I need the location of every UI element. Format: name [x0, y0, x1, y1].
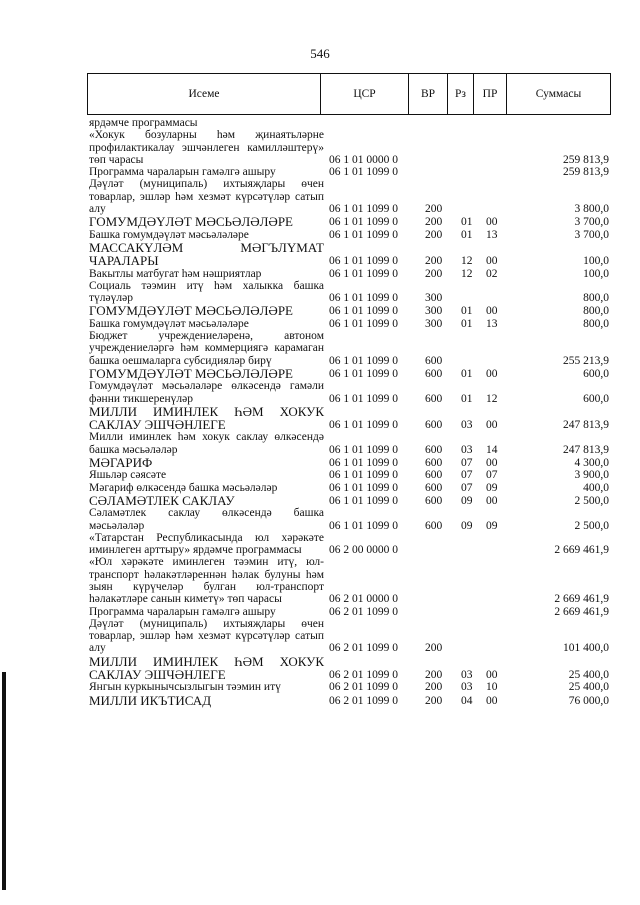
table-row — [89, 280, 609, 305]
row-sum: 4 300,0 — [574, 457, 609, 470]
row-rz: 01 — [461, 305, 473, 318]
row-rz: 03 — [461, 681, 473, 694]
row-pr: 14 — [486, 443, 498, 456]
row-vr: 200 — [425, 694, 443, 707]
row-rz: 03 — [461, 419, 473, 432]
row-csr: 06 1 01 1099 0 — [329, 255, 398, 268]
row-vr: 600 — [425, 443, 443, 456]
row-sum: 3 900,0 — [574, 469, 609, 482]
row-rz: 01 — [461, 216, 473, 229]
row-vr: 300 — [425, 292, 443, 305]
row-name: Сәламәтлек саклау өлкәсендә башка мәсьәләләр — [89, 507, 324, 532]
row-rz: 09 — [461, 519, 473, 532]
row-rz: 07 — [461, 469, 473, 482]
row-vr: 600 — [425, 354, 443, 367]
header-name: Исеме — [88, 74, 321, 114]
table-row — [89, 117, 609, 129]
row-csr: 06 1 01 1099 0 — [329, 481, 398, 494]
table-header — [87, 73, 611, 115]
row-name: Вакытлы матбугат һәм нәшриятлар — [89, 267, 262, 280]
row-name: Дәүләт (муниципаль) ихтыяҗлары өчен товарлар, эшләр һәм хезмәт күрсәтүләр сатып алу — [89, 178, 324, 216]
row-sum: 800,0 — [583, 305, 609, 318]
row-vr: 200 — [425, 669, 443, 682]
row-vr: 200 — [425, 255, 443, 268]
header-csr: ЦСР — [321, 74, 409, 114]
row-vr: 300 — [425, 305, 443, 318]
row-name: МИЛЛИ ИМИНЛЕК ҺӘМ ХОКУК САКЛАУ ЭШЧӘНЛЕГЕ — [89, 403, 324, 433]
table-row — [89, 215, 609, 228]
table-row — [89, 268, 609, 280]
row-vr: 200 — [425, 267, 443, 280]
row-pr: 00 — [486, 494, 498, 507]
row-name: СӘЛАМӘТЛЕК САКЛАУ — [89, 492, 235, 508]
row-rz: 09 — [461, 494, 473, 507]
row-pr: 10 — [486, 681, 498, 694]
table-row — [89, 532, 609, 557]
row-name: «Юл хәрәкәте иминлеген тәэмин итү, юл-транспорт һәлакәтләреннән һәлак булуны һәм зыян күрүчеләр булган юл-транспорт һәлакәтләре санын киметү» төп чарасы — [89, 556, 324, 606]
row-csr: 06 1 01 1099 0 — [329, 317, 398, 330]
row-csr: 06 1 01 1099 0 — [329, 354, 398, 367]
row-name: Бюджет учреждениеләренә, автоном учреждениеләргә һәм коммерциягә карамаган башка оешмаларга субсидияләр бирү — [89, 330, 324, 367]
row-csr: 06 1 01 1099 0 — [329, 519, 398, 532]
row-csr: 06 1 01 1099 0 — [329, 392, 398, 405]
row-vr: 600 — [425, 469, 443, 482]
row-vr: 200 — [425, 642, 443, 655]
row-vr: 600 — [425, 457, 443, 470]
row-sum: 800,0 — [583, 317, 609, 330]
row-csr: 06 1 01 1099 0 — [329, 228, 398, 241]
row-pr: 13 — [486, 317, 498, 330]
row-sum: 100,0 — [583, 255, 609, 268]
row-name: МИЛЛИ ИКЪТИСАД — [89, 692, 212, 708]
table-row — [89, 431, 609, 456]
row-vr: 600 — [425, 519, 443, 532]
row-vr: 600 — [425, 494, 443, 507]
row-csr: 06 1 01 1099 0 — [329, 292, 398, 305]
row-vr: 200 — [425, 203, 443, 216]
table-row — [89, 129, 609, 166]
row-name: ГОМУМДӘҮЛӘТ МӘСЬӘЛӘЛӘРЕ — [89, 365, 293, 381]
row-sum: 76 000,0 — [568, 694, 609, 707]
row-pr: 00 — [486, 669, 498, 682]
row-pr: 09 — [486, 481, 498, 494]
row-csr: 06 1 01 1099 0 — [329, 305, 398, 318]
row-pr: 09 — [486, 519, 498, 532]
row-csr: 06 1 01 1099 0 — [329, 203, 398, 216]
table-row — [89, 494, 609, 507]
table-row — [89, 618, 609, 655]
row-name: ГОМУМДӘҮЛӘТ МӘСЬӘЛӘЛӘРЕ — [89, 303, 293, 319]
table-row — [89, 694, 609, 707]
row-name: Янгын куркынычсызлыгын тәэмин итү — [89, 681, 281, 694]
row-csr: 06 1 01 0000 0 — [329, 153, 398, 166]
row-name: Программа чараларын гамәлгә ашыру — [89, 605, 276, 618]
row-rz: 04 — [461, 694, 473, 707]
row-sum: 3 700,0 — [574, 216, 609, 229]
row-sum: 101 400,0 — [563, 642, 609, 655]
row-sum: 259 813,9 — [563, 153, 609, 166]
row-pr: 00 — [486, 255, 498, 268]
row-name: МАССАКҮЛӘМ МӘГЪЛҮМАТ ЧАРАЛАРЫ — [89, 239, 324, 269]
row-name: Мәгариф өлкәсендә башка мәсьәләләр — [89, 481, 278, 494]
row-csr: 06 1 01 1099 0 — [329, 457, 398, 470]
row-sum: 800,0 — [583, 292, 609, 305]
row-name: МИЛЛИ ИМИНЛЕК ҺӘМ ХОКУК САКЛАУ ЭШЧӘНЛЕГЕ — [89, 653, 324, 683]
row-name: ярдәмче программасы — [89, 117, 198, 129]
row-csr: 06 1 01 1099 0 — [329, 419, 398, 432]
row-rz: 01 — [461, 367, 473, 380]
table-row — [89, 556, 609, 605]
table-row — [89, 507, 609, 532]
row-pr: 00 — [486, 457, 498, 470]
row-name: Дәүләт (муниципаль) ихтыяҗлары өчен товарлар, эшләр һәм хезмәт күрсәтүләр сатып алу — [89, 617, 324, 655]
row-sum: 255 213,9 — [563, 354, 609, 367]
row-pr: 00 — [486, 694, 498, 707]
row-pr: 12 — [486, 392, 498, 405]
header-sum: Суммасы — [535, 88, 582, 100]
row-rz: 07 — [461, 457, 473, 470]
row-vr: 600 — [425, 392, 443, 405]
row-pr: 02 — [486, 267, 498, 280]
row-name: Башка гомумдәүләт мәсьәләләре — [89, 228, 249, 241]
row-name: Гомумдәүләт мәсьәләләре өлкәсендә гамәли фәнни тикшеренүләр — [89, 380, 324, 405]
row-csr: 06 1 01 1099 0 — [329, 443, 398, 456]
row-rz: 01 — [461, 317, 473, 330]
row-name: Социаль тәэмин итү һәм халыкка башка түләүләр — [89, 279, 324, 305]
header-vr: ВР — [409, 74, 448, 114]
row-csr: 06 2 00 0000 0 — [329, 544, 398, 557]
table-body — [89, 117, 609, 707]
row-vr: 300 — [425, 317, 443, 330]
row-name: МӘГАРИФ — [89, 455, 153, 471]
table-row — [89, 318, 609, 330]
row-sum: 2 669 461,9 — [554, 544, 609, 557]
row-sum: 259 813,9 — [563, 166, 609, 179]
row-sum: 25 400,0 — [568, 681, 609, 694]
row-vr: 200 — [425, 681, 443, 694]
row-sum: 100,0 — [583, 267, 609, 280]
row-rz: 01 — [461, 392, 473, 405]
row-sum: 400,0 — [583, 481, 609, 494]
row-csr: 06 1 01 1099 0 — [329, 216, 398, 229]
row-name: Программа чараларын гамәлгә ашыру — [89, 166, 276, 179]
table-row — [89, 166, 609, 178]
row-rz: 03 — [461, 443, 473, 456]
row-pr: 00 — [486, 367, 498, 380]
row-csr: 06 2 01 1099 0 — [329, 694, 398, 707]
row-sum: 2 669 461,9 — [554, 605, 609, 618]
row-vr: 600 — [425, 367, 443, 380]
row-csr: 06 1 01 1099 0 — [329, 469, 398, 482]
row-vr: 200 — [425, 216, 443, 229]
row-rz: 12 — [461, 255, 473, 268]
table-row — [89, 330, 609, 367]
row-sum: 3 700,0 — [574, 228, 609, 241]
row-sum: 247 813,9 — [563, 419, 609, 432]
row-name: Башка гомумдәүләт мәсьәләләре — [89, 317, 249, 330]
row-rz: 01 — [461, 228, 473, 241]
scan-edge-mark — [2, 672, 6, 890]
row-vr: 600 — [425, 419, 443, 432]
table-row — [89, 681, 609, 693]
table-row — [89, 469, 609, 481]
row-name: ГОМУМДӘҮЛӘТ МӘСЬӘЛӘЛӘРЕ — [89, 214, 293, 230]
row-name: «Хокук бозуларны һәм җинаятьләрне профилактикалау эшчәнлеген камилләштерү» төп чарасы — [89, 129, 324, 166]
row-csr: 06 2 01 1099 0 — [329, 669, 398, 682]
row-pr: 07 — [486, 469, 498, 482]
table-row — [89, 606, 609, 618]
row-vr: 200 — [425, 228, 443, 241]
row-csr: 06 2 01 1099 0 — [329, 642, 398, 655]
header-rz: Рз — [448, 74, 474, 114]
row-pr: 00 — [486, 216, 498, 229]
row-csr: 06 2 01 1099 0 — [329, 681, 398, 694]
row-csr: 06 1 01 1099 0 — [329, 494, 398, 507]
row-csr: 06 1 01 1099 0 — [329, 166, 398, 179]
table-row — [89, 241, 609, 268]
row-sum: 2 500,0 — [574, 494, 609, 507]
row-sum: 3 800,0 — [574, 203, 609, 216]
row-name: Яшьләр сәясәте — [89, 469, 167, 482]
table-row — [89, 655, 609, 682]
row-name: «Татарстан Республикасында юл хәрәкәте иминлеген арттыру» ярдәмче программасы — [89, 531, 324, 557]
table-row — [89, 405, 609, 432]
row-csr: 06 1 01 1099 0 — [329, 267, 398, 280]
table-row — [89, 304, 609, 317]
row-csr: 06 2 01 1099 0 — [329, 605, 398, 618]
row-vr: 600 — [425, 481, 443, 494]
row-csr: 06 2 01 0000 0 — [329, 593, 398, 606]
table-row — [89, 178, 609, 215]
row-pr: 00 — [486, 305, 498, 318]
row-sum: 600,0 — [583, 367, 609, 380]
row-pr: 13 — [486, 228, 498, 241]
table-row — [89, 380, 609, 405]
row-pr: 00 — [486, 419, 498, 432]
row-sum: 600,0 — [583, 392, 609, 405]
table-row — [89, 367, 609, 380]
row-rz: 07 — [461, 481, 473, 494]
row-csr: 06 1 01 1099 0 — [329, 367, 398, 380]
row-rz: 12 — [461, 267, 473, 280]
row-sum: 2 500,0 — [574, 519, 609, 532]
table-row — [89, 456, 609, 469]
page-number: 546 — [310, 46, 330, 61]
row-sum: 2 669 461,9 — [554, 593, 609, 606]
row-sum: 25 400,0 — [568, 669, 609, 682]
row-name: Милли иминлек һәм хокук саклау өлкәсендә башка мәсьәләләр — [89, 431, 324, 456]
row-sum: 247 813,9 — [563, 443, 609, 456]
row-rz: 03 — [461, 669, 473, 682]
header-pr: ПР — [474, 74, 507, 114]
